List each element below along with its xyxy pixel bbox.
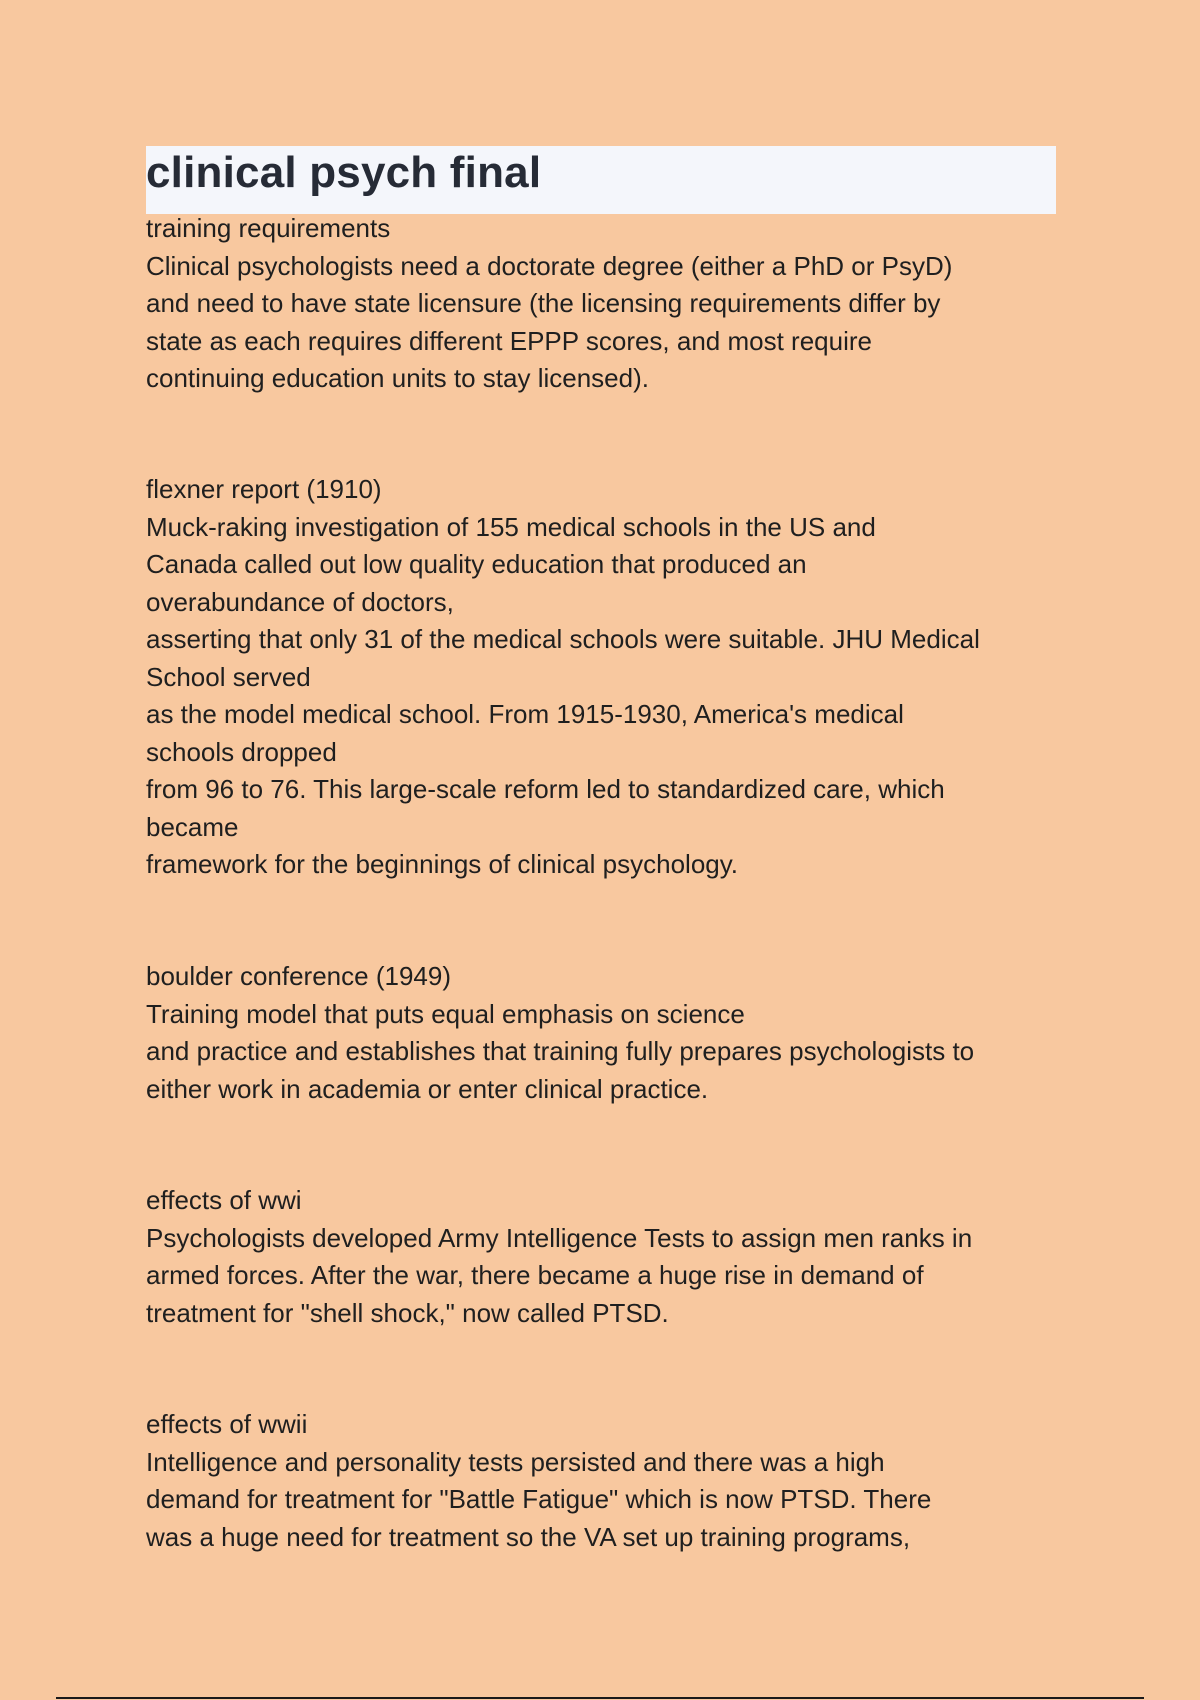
definition-line: either work in academia or enter clinical practice. — [146, 1073, 709, 1104]
definition-line: armed forces. After the war, there became a huge rise in demand of — [146, 1260, 924, 1290]
card-term: boulder conference (1949) — [146, 961, 451, 991]
definition-line: and practice and establishes that training fully prepares psychologists to — [146, 1036, 975, 1066]
page-bottom-divider — [56, 1697, 1144, 1699]
flashcard — [146, 958, 1066, 1108]
definition-line: Muck-raking investigation of 155 medical schools in the US and — [146, 511, 876, 542]
title-bar — [146, 146, 1056, 214]
definition-line: and need to have state licensure (the licensing requirements differ by — [146, 288, 941, 318]
definition-line: demand for treatment for "Battle Fatigue" which is now PTSD. There — [146, 1484, 932, 1514]
card-definition — [146, 248, 1066, 398]
definition-line: framework for the beginnings of clinical psychology. — [146, 849, 739, 879]
definition-line: continuing education units to stay licensed). — [146, 363, 649, 393]
flashcard — [146, 471, 1066, 884]
definition-line: treatment for "shell shock," now called PTSD. — [146, 1297, 669, 1328]
card-term: training requirements — [146, 213, 391, 243]
definition-line: became — [146, 811, 239, 842]
definition-line: state as each requires different EPPP scores, and most require — [146, 325, 872, 356]
flashcard — [146, 1406, 1066, 1556]
card-definition — [146, 1220, 1066, 1333]
definition-line: as the model medical school. From 1915-1930, America's medical — [146, 699, 904, 729]
definition-line: overabundance of doctors, — [146, 586, 454, 617]
definition-line: Psychologists developed Army Intelligence Tests to assign men ranks in — [146, 1222, 973, 1253]
definition-line: Canada called out low quality education that produced an — [146, 549, 807, 579]
definition-line: Training model that puts equal emphasis on science — [146, 998, 745, 1029]
card-definition — [146, 509, 1066, 884]
card-term: effects of wwii — [146, 1409, 308, 1439]
card-term: flexner report (1910) — [146, 474, 382, 504]
definition-line: Clinical psychologists need a doctorate degree (either a PhD or PsyD) — [146, 250, 953, 281]
definition-line: schools dropped — [146, 736, 337, 767]
definition-line: was a huge need for treatment so the VA set up training programs, — [146, 1521, 911, 1552]
page-title: clinical psych final — [146, 148, 542, 197]
flashcard — [146, 1182, 1066, 1332]
definition-line: from 96 to 76. This large-scale reform led to standardized care, which — [146, 774, 945, 804]
card-definition — [146, 996, 1066, 1109]
definition-line: asserting that only 31 of the medical schools were suitable. JHU Medical — [146, 624, 980, 654]
card-term: effects of wwi — [146, 1185, 302, 1215]
definition-line: Intelligence and personality tests persisted and there was a high — [146, 1446, 885, 1477]
definition-line: School served — [146, 661, 311, 692]
flashcard — [146, 210, 1066, 398]
card-definition — [146, 1444, 1066, 1557]
